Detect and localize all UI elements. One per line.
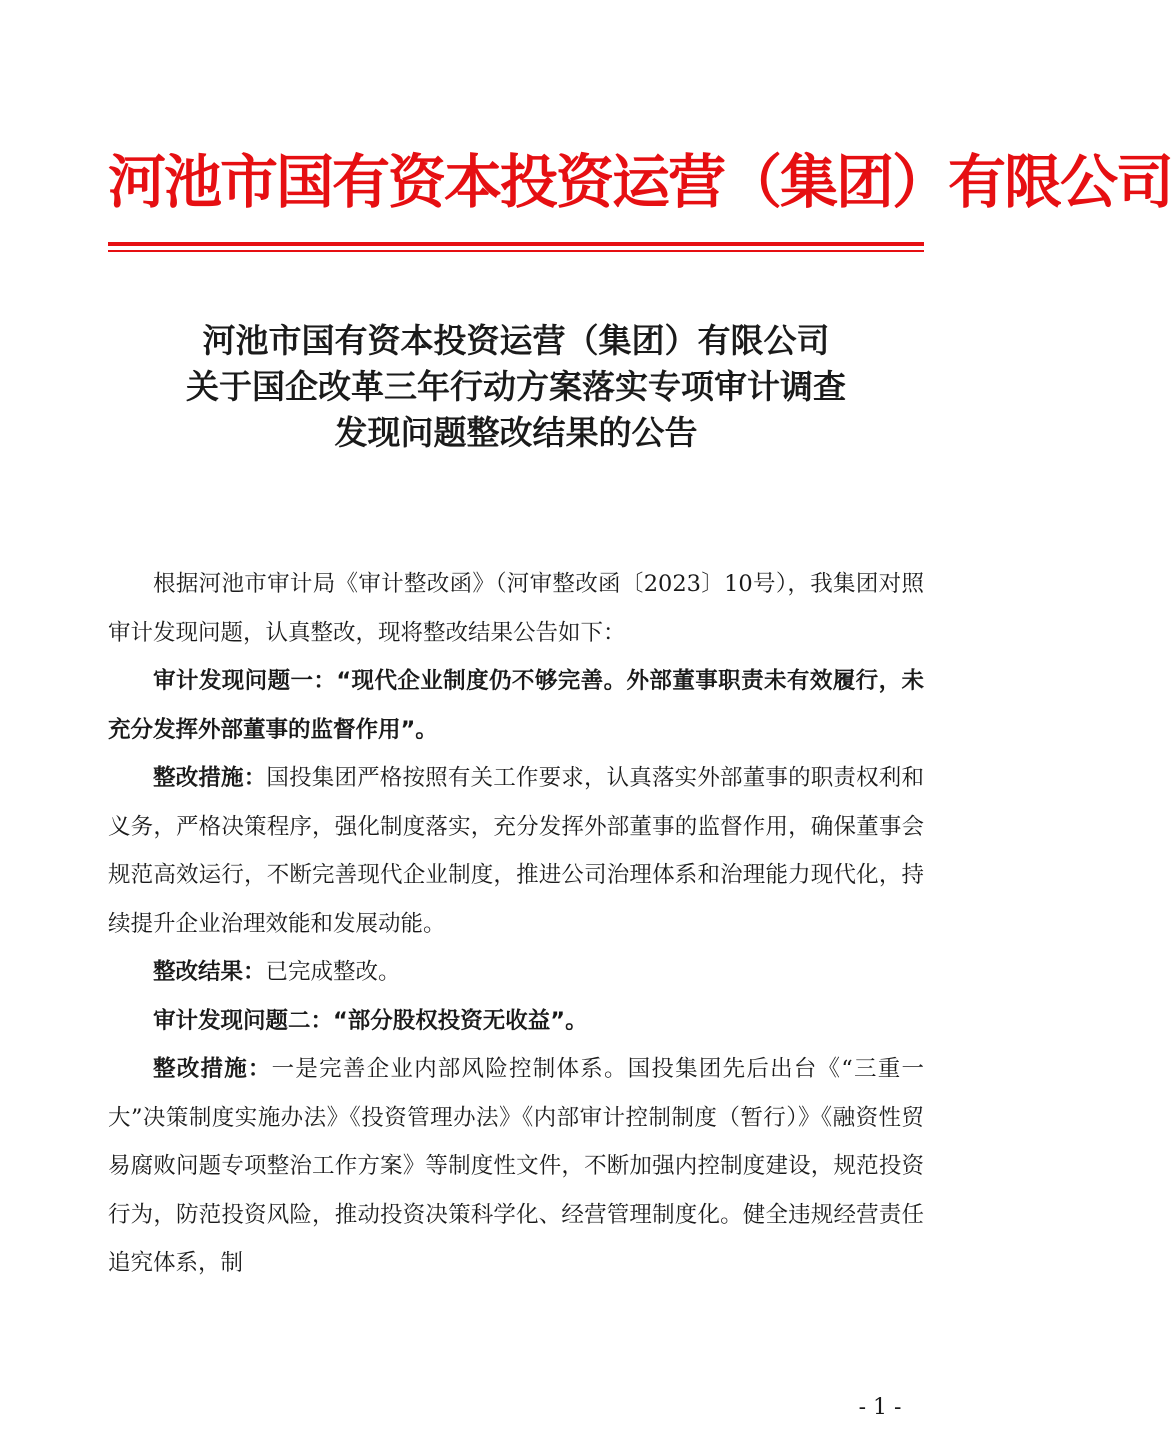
- intro-paragraph: 根据河池市审计局《审计整改函》（河审整改函〔2023〕10号），我集团对照审计发现问题，认真整改，现将整改结果公告如下：: [108, 571, 924, 646]
- issue-1-measures: [108, 754, 924, 948]
- issue-2-measures-text: 一是完善企业内部风险控制体系。国投集团先后出台《“三重一大”决策制度实施办法》《投资管理办法》《内部审计控制制度（暂行）》《融资性贸易腐败问题专项整治工作方案》等制度性文件，不断加强内控制度建设，规范投资行为，防范投资风险，推动投资决策科学化、经营管理制度化。健全违规经营责任追究体系，制: [108, 1056, 924, 1276]
- title-line-2: 关于国企改革三年行动方案落实专项审计调查: [186, 367, 846, 406]
- page-number: - 1 -: [858, 1395, 902, 1420]
- issue-1-result-text: 已完成整改。: [265, 959, 401, 985]
- issue-1-measures-label: 整改措施：: [153, 765, 267, 791]
- issue-2-measures-label: 整改措施：: [153, 1056, 272, 1082]
- letterhead-rule-thick: [108, 242, 924, 246]
- issue-1-result-label: 整改结果：: [153, 959, 266, 985]
- title-line-3: 发现问题整改结果的公告: [334, 413, 698, 452]
- letterhead-org-name: 河池市国有资本投资运营（集团）有限公司: [108, 148, 1172, 216]
- issue-1-heading: 审计发现问题一：“现代企业制度仍不够完善。外部董事职责未有效履行，未充分发挥外部董事的监督作用”。: [108, 668, 924, 743]
- issue-2-measures: [108, 1045, 924, 1288]
- document-body: [108, 560, 924, 1288]
- issue-1-measures-text: 国投集团严格按照有关工作要求，认真落实外部董事的职责权利和义务，严格决策程序，强化制度落实，充分发挥外部董事的监督作用，确保董事会规范高效运行，不断完善现代企业制度，推进公司治理体系和治理能力现代化，持续提升企业治理效能和发展动能。: [108, 765, 924, 937]
- title-line-1: 河池市国有资本投资运营（集团）有限公司: [202, 321, 830, 360]
- document-title: [108, 318, 924, 456]
- issue-2-heading: 审计发现问题二：“部分股权投资无收益”。: [153, 1007, 588, 1034]
- letterhead-rule-thin: [108, 250, 924, 252]
- issue-1-result: [108, 948, 924, 997]
